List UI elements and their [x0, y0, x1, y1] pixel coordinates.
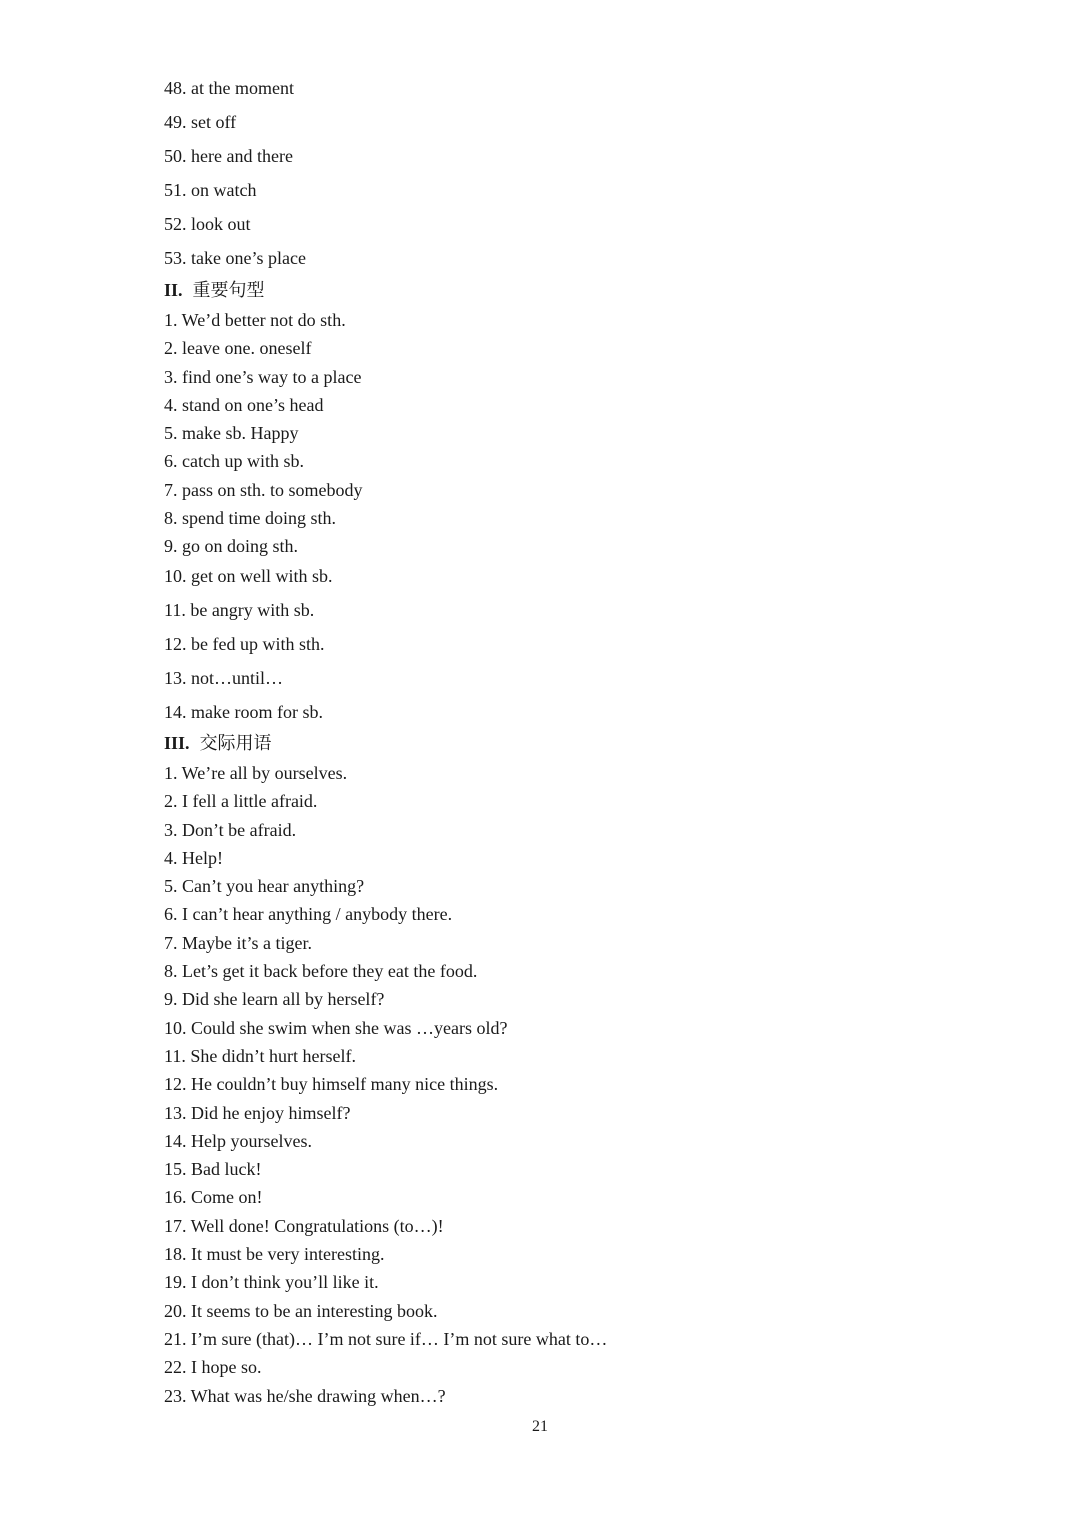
- list-item: 53. take one’s place: [164, 248, 306, 268]
- list-item: 13. Did he enjoy himself?: [164, 1102, 351, 1123]
- list-item: 4. Help!: [164, 847, 223, 868]
- sentence-pattern-list: [164, 308, 363, 563]
- section-numeral: III.: [164, 733, 190, 753]
- list-item: 11. be angry with sb.: [164, 600, 315, 620]
- list-item: 48. at the moment: [164, 78, 294, 98]
- list-item: 9. go on doing sth.: [164, 536, 299, 557]
- list-item: 52. look out: [164, 214, 251, 234]
- list-item: 8. Let’s get it back before they eat the food.: [164, 961, 478, 982]
- list-item: 5. make sb. Happy: [164, 423, 299, 444]
- list-item: 10. get on well with sb.: [164, 566, 333, 586]
- list-item: 14. Help yourselves.: [164, 1130, 312, 1151]
- communication-phrase-list: [164, 761, 607, 1412]
- list-item: 22. I hope so.: [164, 1357, 262, 1378]
- list-item: 5. Can’t you hear anything?: [164, 876, 365, 897]
- list-item: 6. catch up with sb.: [164, 451, 304, 472]
- list-item: 11. She didn’t hurt herself.: [164, 1045, 356, 1066]
- list-item: 51. on watch: [164, 180, 257, 200]
- section-heading-sentence-patterns: [164, 278, 265, 308]
- list-item: 7. pass on sth. to somebody: [164, 479, 363, 500]
- phrase-list-continued: [164, 76, 306, 280]
- section-title: 重要句型: [192, 280, 265, 300]
- list-item: 12. He couldn’t buy himself many nice things.: [164, 1074, 499, 1095]
- list-item: 13. not…until…: [164, 668, 284, 688]
- page-number: 21: [532, 1418, 548, 1435]
- list-item: 6. I can’t hear anything / anybody there.: [164, 904, 453, 925]
- section-title: 交际用语: [199, 733, 272, 753]
- list-item: 14. make room for sb.: [164, 702, 323, 722]
- list-item: 20. It seems to be an interesting book.: [164, 1300, 438, 1321]
- list-item: 16. Come on!: [164, 1187, 263, 1208]
- list-item: 17. Well done! Congratulations (to…)!: [164, 1215, 444, 1236]
- list-item: 3. find one’s way to a place: [164, 366, 362, 387]
- list-item: 2. I fell a little afraid.: [164, 791, 318, 812]
- list-item: 2. leave one. oneself: [164, 338, 312, 359]
- sentence-pattern-list-continued: [164, 564, 333, 734]
- list-item: 4. stand on one’s head: [164, 394, 324, 415]
- list-item: 19. I don’t think you’ll like it.: [164, 1272, 379, 1293]
- list-item: 1. We’d better not do sth.: [164, 310, 346, 330]
- list-item: 18. It must be very interesting.: [164, 1244, 385, 1265]
- section-heading-communication: [164, 731, 272, 761]
- list-item: 7. Maybe it’s a tiger.: [164, 932, 312, 953]
- list-item: 49. set off: [164, 112, 237, 132]
- list-item: 8. spend time doing sth.: [164, 508, 336, 529]
- list-item: 10. Could she swim when she was …years old?: [164, 1017, 508, 1038]
- list-item: 9. Did she learn all by herself?: [164, 989, 385, 1010]
- list-item: 3. Don’t be afraid.: [164, 819, 297, 840]
- list-item: 12. be fed up with sth.: [164, 634, 325, 654]
- list-item: 15. Bad luck!: [164, 1159, 262, 1180]
- list-item: 50. here and there: [164, 146, 293, 166]
- section-numeral: II.: [164, 280, 183, 300]
- list-item: 21. I’m sure (that)… I’m not sure if… I’m not sure what to…: [164, 1328, 608, 1349]
- list-item: 23. What was he/she drawing when…?: [164, 1385, 446, 1406]
- list-item: 1. We’re all by ourselves.: [164, 763, 348, 783]
